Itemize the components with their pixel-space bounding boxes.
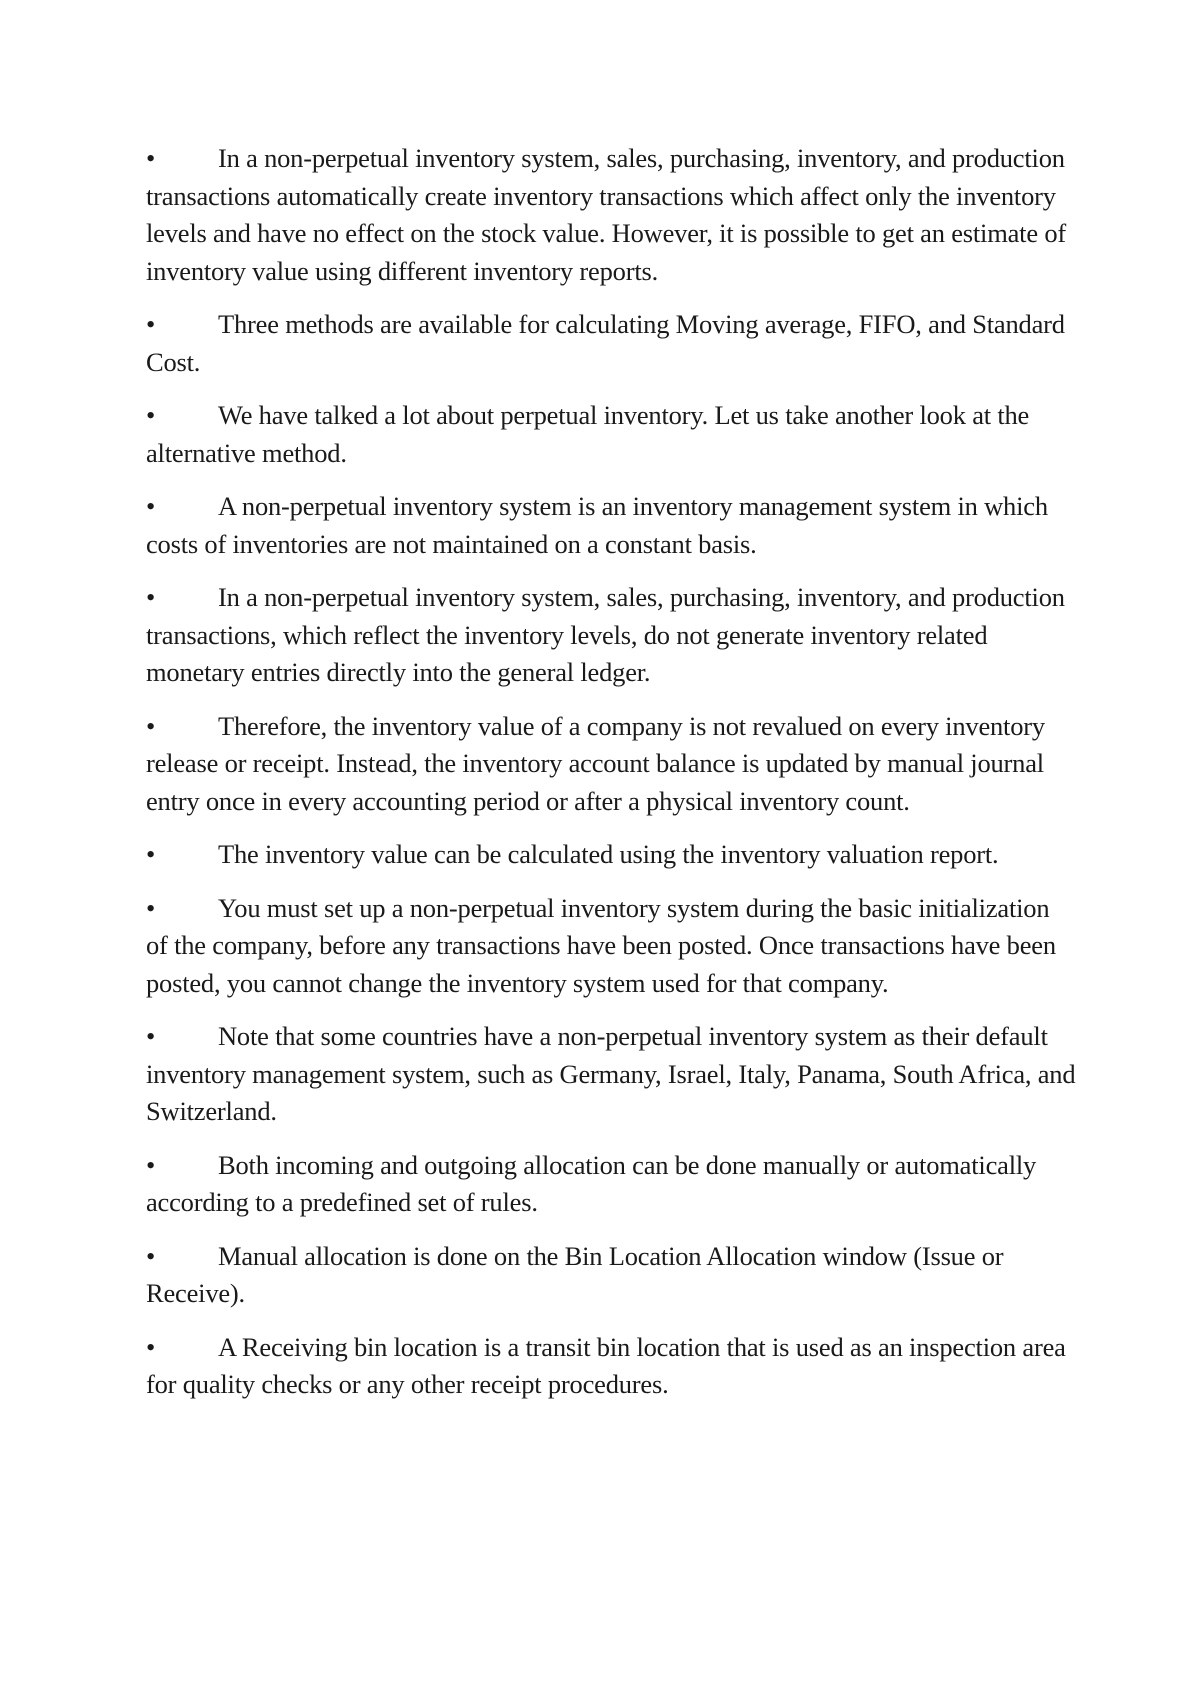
bullet-text: In a non-perpetual inventory system, sales, purchasing, inventory, and production transactions, which reflect the inventory levels, do not generate inventory related monetary entries directly into the general ledger.	[146, 582, 1065, 687]
bullet-item	[146, 397, 1076, 472]
bullet-item	[146, 1147, 1076, 1222]
bullet-item	[146, 579, 1076, 692]
bullet-text: Note that some countries have a non-perpetual inventory system as their default inventory management system, such as Germany, Israel, Italy, Panama, South Africa, and Switzerland.	[146, 1021, 1076, 1126]
bullet-text: A non-perpetual inventory system is an inventory management system in which costs of inventories are not maintained on a constant basis.	[146, 491, 1048, 559]
bullet-text: You must set up a non-perpetual inventory system during the basic initialization of the company, before any transactions have been posted. Once transactions have been posted, you cannot change the inventory system used for that company.	[146, 892, 1056, 998]
bullet-item	[146, 708, 1076, 821]
bullet-marker: •	[146, 143, 156, 173]
bullet-item	[146, 836, 1076, 874]
bullet-item	[146, 1329, 1076, 1404]
bullet-marker: •	[146, 1331, 156, 1362]
bullet-marker: •	[146, 1149, 156, 1180]
bullet-text: Manual allocation is done on the Bin Location Allocation window (Issue or Receive).	[146, 1240, 1004, 1308]
bullet-item	[146, 1018, 1076, 1131]
bullet-text: In a non-perpetual inventory system, sales, purchasing, inventory, and production transactions automatically create inventory transactions which affect only the inventory levels and have no effect on the stock value. However, it is possible to get an estimate of inventory value using different inventory reports.	[146, 143, 1066, 286]
bullet-text: A Receiving bin location is a transit bin location that is used as an inspection area for quality checks or any other receipt procedures.	[146, 1331, 1066, 1399]
bullet-marker: •	[146, 892, 156, 923]
bullet-marker: •	[146, 839, 156, 869]
bullet-marker: •	[146, 309, 156, 339]
bullet-text: Therefore, the inventory value of a company is not revalued on every inventory release or receipt. Instead, the inventory account balance is updated by manual journal entry once in every accounting period or after a physical inventory count.	[146, 710, 1045, 816]
bullet-text: We have talked a lot about perpetual inventory. Let us take another look at the alternative method.	[146, 400, 1030, 468]
bullet-text: The inventory value can be calculated using the inventory valuation report.	[218, 839, 999, 869]
bullet-item	[146, 306, 1076, 381]
bullet-marker: •	[146, 1021, 156, 1051]
bullet-item	[146, 890, 1076, 1003]
bullet-marker: •	[146, 710, 156, 741]
bullet-marker: •	[146, 582, 156, 612]
bullet-marker: •	[146, 400, 156, 430]
bullet-item	[146, 488, 1076, 563]
bullet-list	[146, 140, 1076, 1420]
bullet-text: Three methods are available for calculating Moving average, FIFO, and Standard Cost.	[146, 309, 1065, 377]
bullet-marker: •	[146, 1240, 156, 1271]
bullet-item	[146, 1238, 1076, 1313]
bullet-marker: •	[146, 491, 156, 521]
bullet-item	[146, 140, 1076, 290]
bullet-text: Both incoming and outgoing allocation can be done manually or automatically according to a predefined set of rules.	[146, 1149, 1037, 1217]
